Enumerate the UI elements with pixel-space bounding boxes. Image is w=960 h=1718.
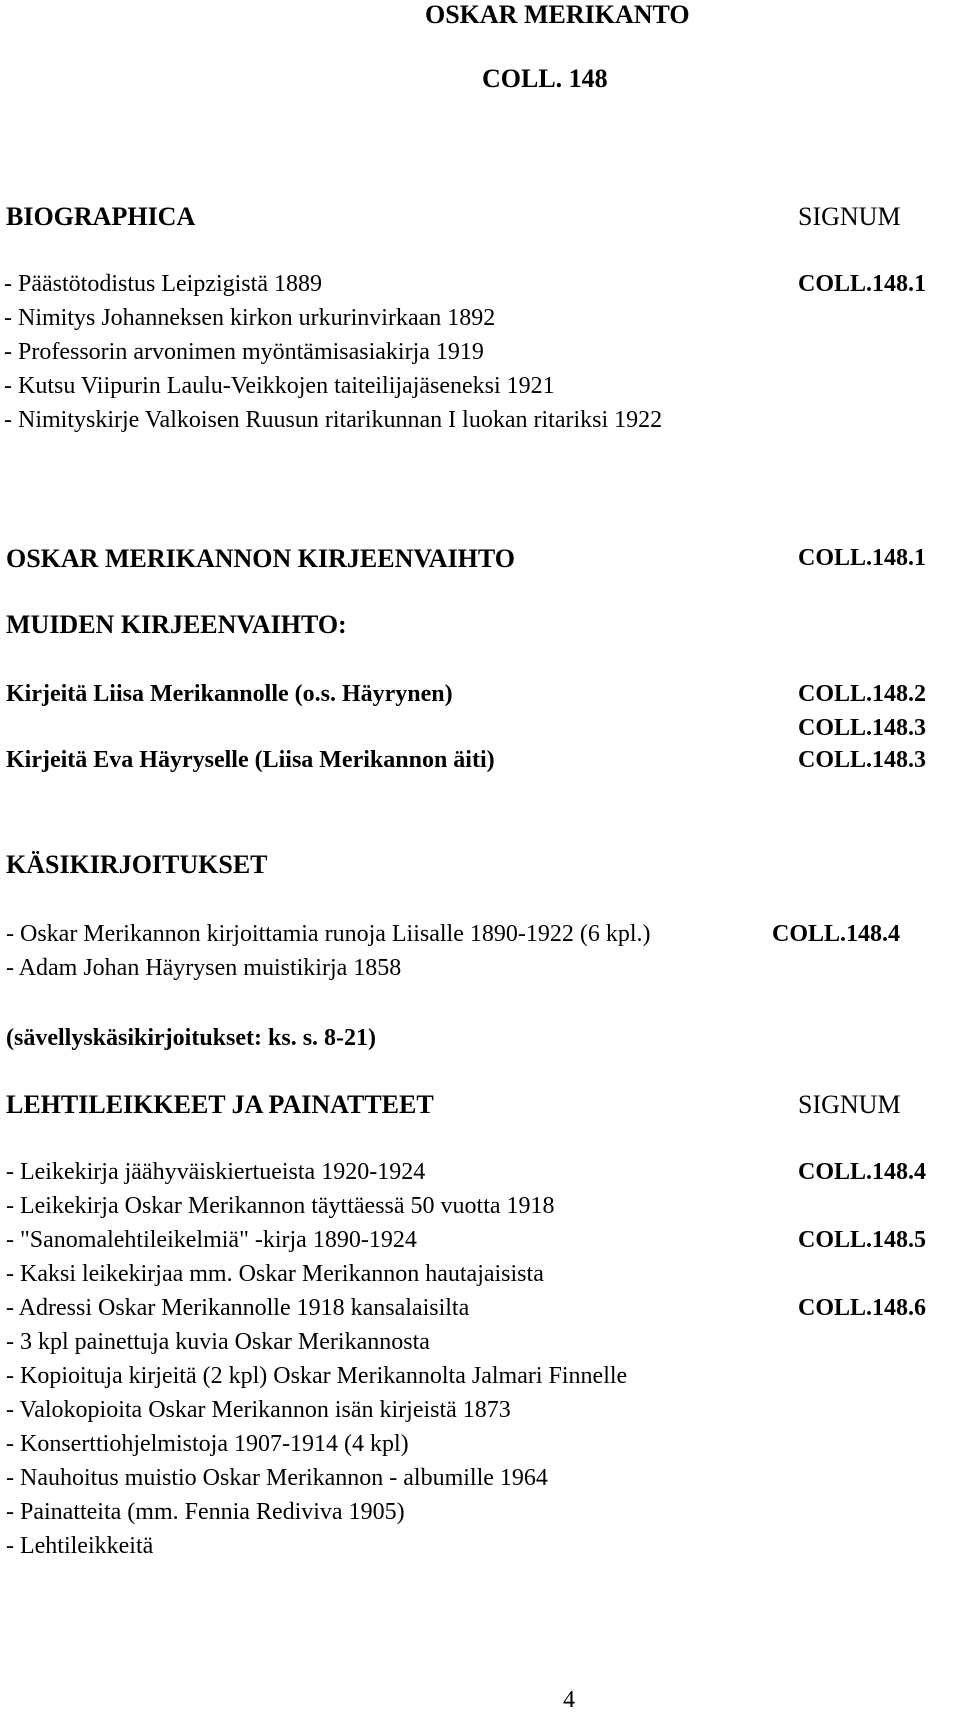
clippings-item: - Kaksi leikekirjaa mm. Oskar Merikannon hautajaisista (6, 1261, 544, 1287)
collection-number: COLL. 148 (482, 64, 608, 93)
biographica-item: - Professorin arvonimen myöntämisasiakirja 1919 (4, 339, 484, 365)
clippings-item-signum: COLL.148.5 (798, 1227, 927, 1253)
biographica-item: - Kutsu Viipurin Laulu-Veikkojen taiteilijajäseneksi 1921 (4, 373, 555, 399)
correspondence-item: Kirjeitä Eva Häyryselle (Liisa Merikannon äiti) (6, 747, 495, 773)
biographica-signum-label: SIGNUM (798, 202, 901, 231)
biographica-heading: BIOGRAPHICA (6, 202, 196, 231)
correspondence-heading-signum: COLL.148.1 (798, 545, 927, 571)
biographica-item-signum: COLL.148.1 (798, 271, 927, 297)
clippings-item: - Leikekirja Oskar Merikannon täyttäessä 50 vuotta 1918 (6, 1193, 555, 1219)
biographica-item: - Nimityskirje Valkoisen Ruusun ritarikunnan I luokan ritariksi 1922 (4, 407, 663, 433)
document-title: OSKAR MERIKANTO (425, 0, 690, 29)
clippings-item: - Valokopioita Oskar Merikannon isän kirjeistä 1873 (6, 1397, 511, 1423)
manuscripts-note: (sävellyskäsikirjoitukset: ks. s. 8-21) (6, 1025, 377, 1051)
correspondence-item-signum: COLL.148.3 (798, 715, 927, 741)
biographica-item: - Nimitys Johanneksen kirkon urkurinvirkaan 1892 (4, 305, 496, 331)
correspondence-heading: OSKAR MERIKANNON KIRJEENVAIHTO (6, 544, 516, 573)
clippings-item: - "Sanomalehtileikelmiä" -kirja 1890-1924 (6, 1227, 417, 1253)
correspondence-item-signum: COLL.148.2 (798, 681, 927, 707)
others-correspondence-heading: MUIDEN KIRJEENVAIHTO: (6, 610, 347, 639)
clippings-item-signum: COLL.148.4 (798, 1159, 927, 1185)
clippings-item: - Lehtileikkeitä (6, 1533, 154, 1559)
clippings-item-signum: COLL.148.6 (798, 1295, 927, 1321)
manuscripts-heading: KÄSIKIRJOITUKSET (6, 850, 268, 879)
manuscripts-item-signum: COLL.148.4 (772, 921, 901, 947)
page-number: 4 (563, 1687, 575, 1713)
manuscripts-item: - Oskar Merikannon kirjoittamia runoja Liisalle 1890-1922 (6 kpl.) (6, 921, 651, 947)
biographica-item: - Päästötodistus Leipzigistä 1889 (4, 271, 322, 297)
clippings-item: - Nauhoitus muistio Oskar Merikannon - albumille 1964 (6, 1465, 548, 1491)
clippings-signum-label: SIGNUM (798, 1090, 901, 1119)
correspondence-item: Kirjeitä Liisa Merikannolle (o.s. Häyrynen) (6, 681, 453, 707)
clippings-item: - Leikekirja jäähyväiskiertueista 1920-1924 (6, 1159, 426, 1185)
correspondence-item-signum: COLL.148.3 (798, 747, 927, 773)
clippings-item: - Kopioituja kirjeitä (2 kpl) Oskar Merikannolta Jalmari Finnelle (6, 1363, 628, 1389)
clippings-item: - Konserttiohjelmistoja 1907-1914 (4 kpl) (6, 1431, 409, 1457)
clippings-item: - 3 kpl painettuja kuvia Oskar Merikannosta (6, 1329, 430, 1355)
clippings-item: - Adressi Oskar Merikannolle 1918 kansalaisilta (6, 1295, 470, 1321)
clippings-heading: LEHTILEIKKEET JA PAINATTEET (6, 1090, 434, 1119)
manuscripts-item: - Adam Johan Häyrysen muistikirja 1858 (6, 955, 402, 981)
clippings-item: - Painatteita (mm. Fennia Rediviva 1905) (6, 1499, 405, 1525)
